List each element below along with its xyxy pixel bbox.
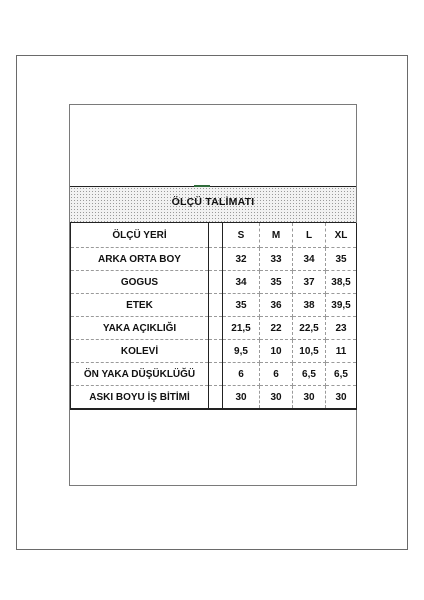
table-row [71,340,357,363]
value-cell: 35 [260,271,293,294]
table-row [71,294,357,317]
header-cell-measure: ÖLÇÜ YERİ [71,223,209,248]
spacer-cell [209,340,223,363]
spacer-cell [209,294,223,317]
table-row [71,317,357,340]
header-cell-size: S [223,223,260,248]
value-cell: 33 [260,248,293,271]
value-cell: 6 [260,363,293,386]
value-cell: 34 [293,248,326,271]
row-label: GOGUS [71,271,209,294]
value-cell: 38 [293,294,326,317]
spacer-cell [209,386,223,410]
value-cell: 35 [326,248,357,271]
value-cell: 36 [260,294,293,317]
header-cell-size: XL [326,223,357,248]
value-cell: 9,5 [223,340,260,363]
value-cell: 30 [260,386,293,410]
spacer-cell [209,363,223,386]
value-cell: 39,5 [326,294,357,317]
value-cell: 23 [326,317,357,340]
value-cell: 38,5 [326,271,357,294]
header-cell-size: L [293,223,326,248]
value-cell: 34 [223,271,260,294]
row-label: YAKA AÇIKLIĞI [71,317,209,340]
value-cell: 6,5 [326,363,357,386]
value-cell: 6 [223,363,260,386]
value-cell: 10,5 [293,340,326,363]
size-chart-table [70,223,357,410]
value-cell: 21,5 [223,317,260,340]
table-title: ÖLÇÜ TALİMATI [171,196,255,208]
value-cell: 11 [326,340,357,363]
value-cell: 10 [260,340,293,363]
value-cell: 37 [293,271,326,294]
table-row [71,386,357,410]
row-label: ASKI BOYU İŞ BİTİMİ [71,386,209,410]
value-cell: 6,5 [293,363,326,386]
value-cell: 32 [223,248,260,271]
value-cell: 30 [326,386,357,410]
spacer-cell [209,271,223,294]
table-header-row [71,223,357,248]
value-cell: 30 [293,386,326,410]
row-label: ÖN YAKA DÜŞÜKLÜĞÜ [71,363,209,386]
spacer-cell [209,317,223,340]
spacer-cell [209,223,223,248]
title-accent-mark [194,185,210,187]
header-cell-size: M [260,223,293,248]
table-row [71,248,357,271]
spacer-cell [209,248,223,271]
table-row [71,271,357,294]
value-cell: 22 [260,317,293,340]
row-label: KOLEVİ [71,340,209,363]
value-cell: 22,5 [293,317,326,340]
value-cell: 30 [223,386,260,410]
value-cell: 35 [223,294,260,317]
table-row [71,363,357,386]
row-label: ETEK [71,294,209,317]
row-label: ARKA ORTA BOY [71,248,209,271]
